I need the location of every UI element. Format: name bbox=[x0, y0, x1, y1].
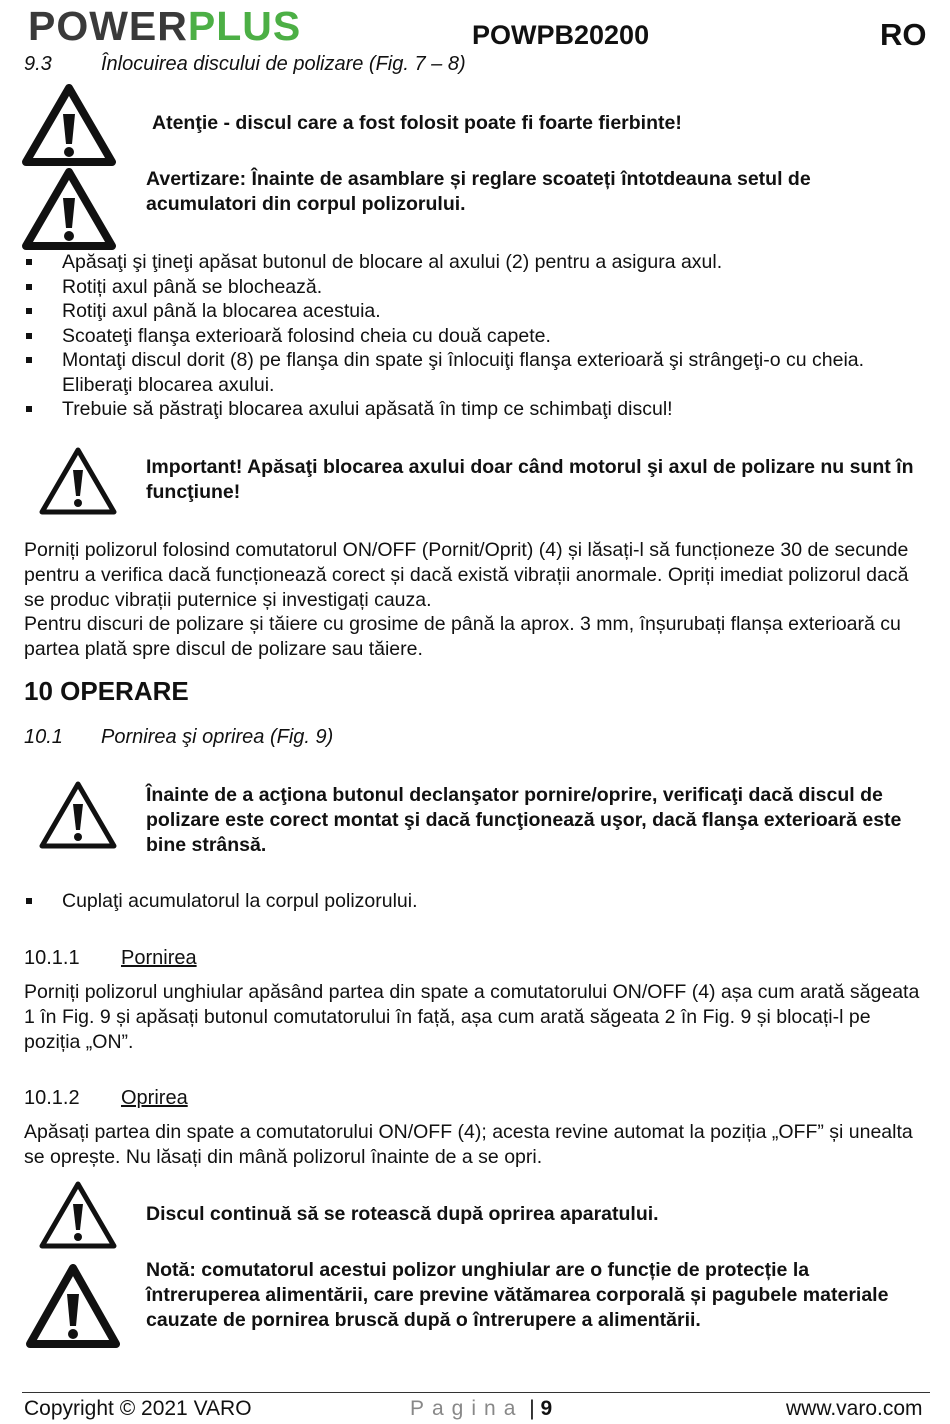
start-section-number: 10.1.1 bbox=[24, 947, 80, 969]
copyright: Copyright © 2021 VARO bbox=[24, 1397, 252, 1420]
subsection-title: Pornirea şi oprirea (Fig. 9) bbox=[101, 726, 334, 748]
list-item: Montaţi discul dorit (8) pe flanşa din spate şi înlocuiţi flanşa exterioară şi strângeţi-o cu cheia. Eliberaţi blocarea axului. bbox=[24, 348, 904, 397]
list-item: Rotiţi axul până la blocarea acestuia. bbox=[24, 299, 904, 324]
website-link[interactable]: www.varo.com bbox=[786, 1397, 923, 1420]
start-section-title: Pornirea bbox=[121, 947, 197, 969]
start-instructions: Porniți polizorul unghiular apăsând partea din spate a comutatorului ON/OFF (4) așa cum arată săgeata 1 în Fig. 9 și apăsați butonul comutatorului în față, așa cum arată săgeata 2 în Fig. 9 și blocați-l pe poziția „ON”. bbox=[24, 981, 920, 1053]
section-title: Înlocuirea discului de polizare (Fig. 7 – 8) bbox=[101, 53, 466, 75]
footer-divider bbox=[22, 1392, 930, 1393]
remove-battery-warning: Avertizare: Înainte de asamblare și reglare scoateți întotdeauna setul de acumulatori din corpul polizorului. bbox=[146, 168, 811, 215]
language-code: RO bbox=[880, 17, 927, 52]
logo-part-plus: PLUS bbox=[187, 3, 302, 49]
warning-triangle-icon bbox=[22, 84, 116, 166]
warning-triangle-icon bbox=[26, 1264, 120, 1348]
model-number: POWPB20200 bbox=[472, 20, 650, 50]
page-label: Pagina bbox=[410, 1397, 524, 1420]
warning-triangle-icon bbox=[38, 1180, 118, 1250]
page-number: 9 bbox=[540, 1397, 553, 1420]
warning-triangle-icon bbox=[22, 168, 116, 250]
list-item: Apăsaţi şi ţineţi apăsat butonul de blocare al axului (2) pentru a asigura axul. bbox=[24, 250, 904, 275]
list-item: Rotiți axul până se blochează. bbox=[24, 275, 904, 300]
pre-start-check-warning: Înainte de a acţiona butonul declanşator pornire/oprire, verificaţi dacă discul de polizare este corect montat şi dacă funcţionează uşor, dacă flanşa exterioară este bine strânsă. bbox=[146, 784, 902, 856]
subsection-number: 10.1 bbox=[24, 726, 63, 748]
chapter-heading: 10 OPERARE bbox=[24, 676, 189, 706]
page-separator: | bbox=[529, 1397, 535, 1420]
list-item: Cuplaţi acumulatorul la corpul polizorului. bbox=[24, 889, 904, 914]
warning-triangle-icon bbox=[38, 446, 118, 516]
stop-section-title: Oprirea bbox=[121, 1087, 188, 1109]
logo-part-power: POWER bbox=[28, 3, 188, 49]
flange-paragraph: Pentru discuri de polizare și tăiere cu grosime de până la aprox. 3 mm, înșurubați flanșa exterioară cu partea plată spre discul de polizare sau tăiere. bbox=[24, 613, 901, 660]
hot-disc-warning: Atenţie - discul care a fost folosit poate fi foarte fierbinte! bbox=[152, 112, 682, 134]
page-indicator bbox=[410, 1397, 552, 1421]
section-number: 9.3 bbox=[24, 53, 52, 75]
warning-triangle-icon bbox=[38, 780, 118, 850]
list-item: Scoateţi flanşa exterioară folosind cheia cu două capete. bbox=[24, 324, 904, 349]
connect-battery-step bbox=[24, 889, 904, 914]
stop-instructions: Apăsați partea din spate a comutatorului ON/OFF (4); acesta revine automat la poziția „OFF” și unealta se oprește. Nu lăsați din mână polizorul înainte de a se opri. bbox=[24, 1121, 913, 1168]
list-item: Trebuie să păstraţi blocarea axului apăsată în timp ce schimbaţi discul! bbox=[24, 397, 904, 422]
brand-logo bbox=[28, 4, 301, 48]
disc-replacement-steps bbox=[24, 250, 904, 422]
power-interruption-note: Notă: comutatorul acestui polizor unghiular are o funcție de protecție la întreruperea alimentării, care previne vătămarea corporală și pagubele materiale cauzate de pornirea bruscă după o întrerupere a alimentării. bbox=[146, 1259, 889, 1331]
test-run-paragraph: Porniți polizorul folosind comutatorul ON/OFF (Pornit/Oprit) (4) și lăsați-l să funcționeze 30 de secunde pentru a verifica dacă funcționează corect și dacă există vibrații anormale. Opriți imediat polizorul dacă se produc vibrații puternice și investigați cauza. bbox=[24, 539, 909, 611]
stop-section-number: 10.1.2 bbox=[24, 1087, 80, 1109]
important-note: Important! Apăsaţi blocarea axului doar când motorul şi axul de polizare nu sunt în funcţiune! bbox=[146, 456, 914, 503]
disc-rotation-warning: Discul continuă să se rotească după oprirea aparatului. bbox=[146, 1203, 659, 1225]
